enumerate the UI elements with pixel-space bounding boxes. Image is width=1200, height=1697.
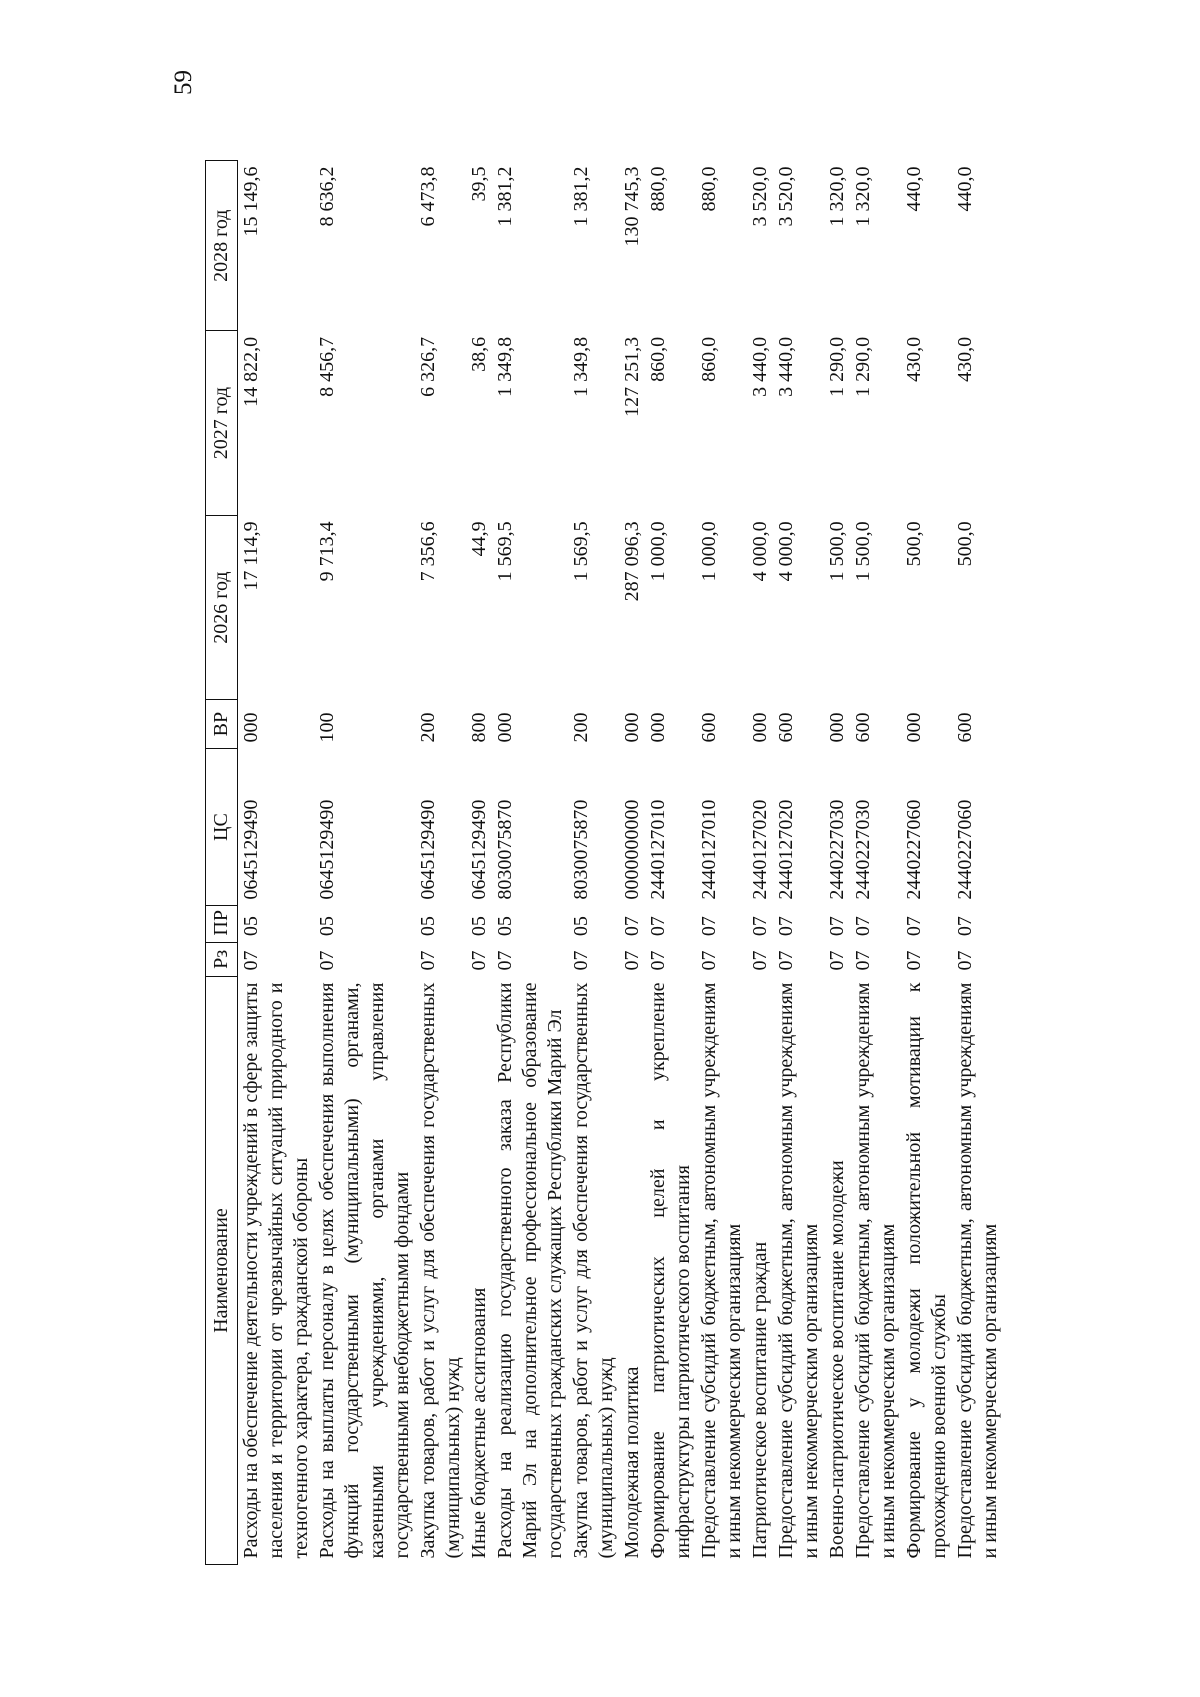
table-row — [824, 161, 850, 1565]
row-2028: 880,0 — [698, 166, 720, 212]
row-2026: 4 000,0 — [749, 521, 771, 582]
table-row — [747, 161, 773, 1565]
row-rz: 07 — [775, 950, 797, 971]
table-row — [952, 161, 1003, 1565]
row-name: Патриотическое воспитание граждан — [749, 1241, 771, 1559]
header-2027: 2027 год — [206, 331, 238, 515]
row-pr: 05 — [494, 916, 516, 937]
row-2028: 440,0 — [954, 166, 976, 212]
row-2027: 430,0 — [903, 336, 925, 382]
table-body — [238, 161, 1004, 1565]
row-vr: 000 — [749, 712, 771, 743]
row-vr: 600 — [698, 712, 720, 743]
row-2028: 8 636,2 — [316, 166, 338, 227]
row-pr: 05 — [468, 916, 490, 937]
row-vr: 000 — [494, 712, 516, 743]
budget-table — [205, 160, 1003, 1565]
row-vr: 000 — [903, 712, 925, 743]
row-2028: 130 745,3 — [621, 166, 643, 247]
row-name: Иные бюджетные ассигнования — [468, 1287, 490, 1559]
row-cs: 2440127010 — [647, 799, 669, 900]
row-2027: 1 349,8 — [570, 336, 592, 397]
row-rz: 07 — [240, 950, 262, 971]
row-rz: 07 — [621, 950, 643, 971]
row-2026: 1 569,5 — [570, 521, 592, 582]
row-rz: 07 — [903, 950, 925, 971]
header-rz: Рз — [206, 942, 238, 976]
table-row — [314, 161, 415, 1565]
header-2026: 2026 год — [206, 515, 238, 699]
row-2028: 1 381,2 — [570, 166, 592, 227]
row-name: Расходы на реализацию государственного заказа Республики Марий Эл на дополнительное профессиональное образование государственных гражданских служащих Республики Марий Эл — [494, 982, 566, 1559]
row-2026: 44,9 — [468, 521, 490, 557]
row-vr: 600 — [775, 712, 797, 743]
page-number: 59 — [170, 70, 197, 95]
row-name: Формирование патриотических целей и укрепление инфраструктуры патриотического воспитания — [647, 982, 694, 1559]
row-2027: 430,0 — [954, 336, 976, 382]
row-cs: 0645129490 — [240, 799, 262, 900]
row-2027: 14 822,0 — [240, 336, 262, 407]
row-2027: 8 456,7 — [316, 336, 338, 397]
row-2027: 1 290,0 — [826, 336, 848, 397]
row-2027: 3 440,0 — [749, 336, 771, 397]
row-2028: 1 320,0 — [852, 166, 874, 227]
row-2027: 127 251,3 — [621, 336, 643, 417]
row-rz: 07 — [852, 950, 874, 971]
row-2027: 860,0 — [647, 336, 669, 382]
row-rz: 07 — [826, 950, 848, 971]
row-vr: 000 — [240, 712, 262, 743]
row-2027: 38,6 — [468, 336, 490, 372]
header-name: Наименование — [206, 977, 238, 1565]
row-pr: 07 — [826, 916, 848, 937]
row-2028: 3 520,0 — [775, 166, 797, 227]
header-vr: ВР — [206, 700, 238, 749]
row-pr: 07 — [647, 916, 669, 937]
row-vr: 000 — [647, 712, 669, 743]
row-rz: 07 — [954, 950, 976, 971]
row-cs: 0645129490 — [417, 799, 439, 900]
row-cs: 2440227030 — [826, 799, 848, 900]
row-pr: 07 — [698, 916, 720, 937]
row-vr: 000 — [621, 712, 643, 743]
row-pr: 05 — [417, 916, 439, 937]
row-pr: 07 — [852, 916, 874, 937]
row-pr: 05 — [570, 916, 592, 937]
table-row — [466, 161, 492, 1565]
row-2026: 17 114,9 — [240, 521, 262, 591]
row-2028: 1 381,2 — [494, 166, 516, 227]
row-pr: 07 — [749, 916, 771, 937]
row-pr: 07 — [621, 916, 643, 937]
row-cs: 2440127020 — [749, 799, 771, 900]
row-rz: 07 — [647, 950, 669, 971]
row-2027: 3 440,0 — [775, 336, 797, 397]
table-row — [901, 161, 952, 1565]
row-cs: 2440127010 — [698, 799, 720, 900]
row-2026: 500,0 — [903, 521, 925, 567]
row-2028: 880,0 — [647, 166, 669, 212]
row-name: Предоставление субсидий бюджетным, автономным учреждениям и иным некоммерческим организациям — [775, 982, 822, 1559]
table-row — [238, 161, 315, 1565]
row-rz: 07 — [570, 950, 592, 971]
row-pr: 05 — [240, 916, 262, 937]
row-cs: 0000000000 — [621, 799, 643, 900]
header-cs: ЦС — [206, 748, 238, 905]
row-2026: 1 500,0 — [852, 521, 874, 582]
table-row — [645, 161, 696, 1565]
row-2026: 7 356,6 — [417, 521, 439, 582]
row-name: Предоставление субсидий бюджетным, автономным учреждениям и иным некоммерческим организациям — [698, 982, 745, 1559]
row-cs: 2440227060 — [954, 799, 976, 900]
row-cs: 2440227060 — [903, 799, 925, 900]
row-name: Закупка товаров, работ и услуг для обеспечения государственных (муниципальных) нужд — [570, 982, 617, 1559]
row-2028: 6 473,8 — [417, 166, 439, 227]
row-2026: 1 000,0 — [647, 521, 669, 582]
row-2026: 1 500,0 — [826, 521, 848, 582]
row-vr: 600 — [852, 712, 874, 743]
row-cs: 2440127020 — [775, 799, 797, 900]
row-name: Расходы на обеспечение деятельности учреждений в сфере защиты населения и территории от чрезвычайных ситуаций природного и техногенного характера, гражданской обороны — [240, 982, 312, 1559]
row-2028: 39,5 — [468, 166, 490, 202]
row-vr: 200 — [417, 712, 439, 743]
row-vr: 200 — [570, 712, 592, 743]
row-rz: 07 — [749, 950, 771, 971]
row-2026: 9 713,4 — [316, 521, 338, 582]
table-row — [415, 161, 466, 1565]
row-2027: 1 349,8 — [494, 336, 516, 397]
row-2028: 440,0 — [903, 166, 925, 212]
row-pr: 07 — [903, 916, 925, 937]
row-cs: 0645129490 — [316, 799, 338, 900]
table-row — [619, 161, 645, 1565]
table-row — [492, 161, 568, 1565]
header-pr: ПР — [206, 906, 238, 942]
row-2027: 860,0 — [698, 336, 720, 382]
row-2026: 500,0 — [954, 521, 976, 567]
row-name: Закупка товаров, работ и услуг для обеспечения государственных (муниципальных) нужд — [417, 982, 464, 1559]
row-name: Предоставление субсидий бюджетным, автономным учреждениям и иным некоммерческим организациям — [852, 982, 899, 1559]
row-vr: 000 — [826, 712, 848, 743]
row-rz: 07 — [417, 950, 439, 971]
row-2026: 1 000,0 — [698, 521, 720, 582]
row-name: Формирование у молодежи положительной мотивации к прохождению военной службы — [903, 982, 950, 1559]
row-cs: 0645129490 — [468, 799, 490, 900]
row-pr: 07 — [954, 916, 976, 937]
row-2026: 1 569,5 — [494, 521, 516, 582]
row-rz: 07 — [468, 950, 490, 971]
header-2028: 2028 год — [206, 161, 238, 331]
row-2026: 287 096,3 — [621, 521, 643, 602]
row-vr: 100 — [316, 712, 338, 743]
table-row — [773, 161, 824, 1565]
row-rz: 07 — [698, 950, 720, 971]
table-row — [696, 161, 747, 1565]
row-2028: 15 149,6 — [240, 166, 262, 237]
row-name: Военно-патриотическое воспитание молодежи — [826, 1160, 848, 1559]
row-cs: 8030075870 — [494, 799, 516, 900]
row-vr: 600 — [954, 712, 976, 743]
row-rz: 07 — [494, 950, 516, 971]
row-cs: 8030075870 — [570, 799, 592, 900]
row-2028: 3 520,0 — [749, 166, 771, 227]
row-name: Молодежная политика — [621, 1366, 643, 1559]
row-name: Предоставление субсидий бюджетным, автономным учреждениям и иным некоммерческим организациям — [954, 982, 1001, 1559]
row-cs: 2440227030 — [852, 799, 874, 900]
table-row — [568, 161, 619, 1565]
table-row — [850, 161, 901, 1565]
row-2027: 1 290,0 — [852, 336, 874, 397]
row-2027: 6 326,7 — [417, 336, 439, 397]
row-name: Расходы на выплаты персоналу в целях обеспечения выполнения функций государственными (муниципальными) органами, казенными учреждениями, органами управления государственными внебюджетными фондами — [316, 982, 413, 1559]
row-2028: 1 320,0 — [826, 166, 848, 227]
row-pr: 05 — [316, 916, 338, 937]
row-rz: 07 — [316, 950, 338, 971]
row-vr: 800 — [468, 712, 490, 743]
table-header-row — [206, 161, 238, 1565]
row-pr: 07 — [775, 916, 797, 937]
row-2026: 4 000,0 — [775, 521, 797, 582]
